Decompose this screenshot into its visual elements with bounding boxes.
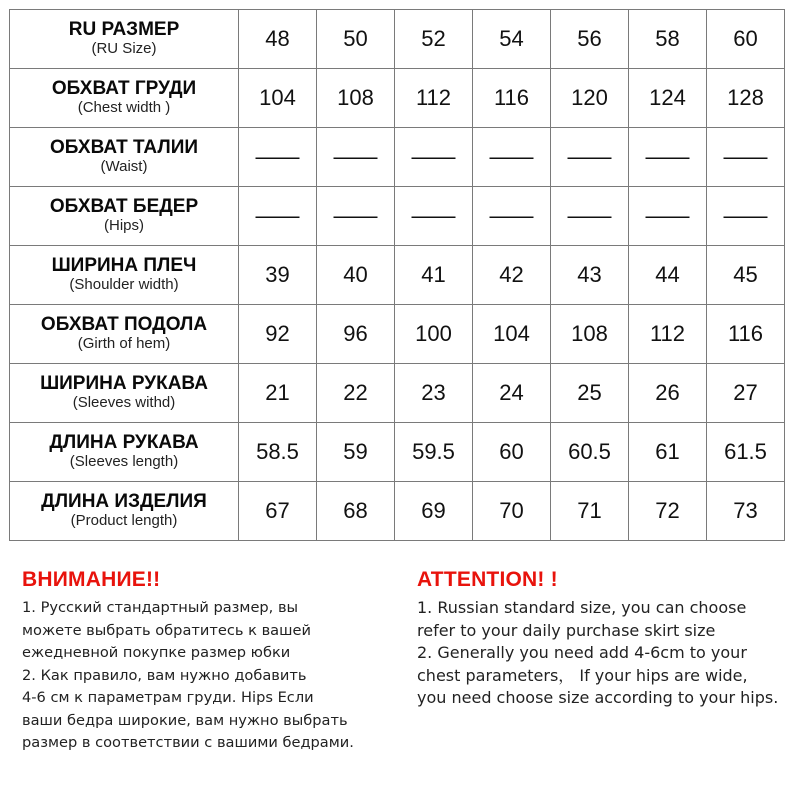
size-value-cell: —— [629,187,707,246]
size-value-cell: 58.5 [239,423,317,482]
size-value-cell: 108 [551,305,629,364]
note-line-en: 1. Russian standard size, you can choose [417,598,747,617]
row-label-cell [10,423,239,482]
size-value-cell: 92 [239,305,317,364]
notes-russian [22,568,412,755]
size-row [10,364,785,423]
size-value-cell: 124 [629,69,707,128]
row-label-en: (Sleeves length) [69,453,179,471]
note-line-en: refer to your daily purchase skirt size [417,620,716,640]
attention-title-ru: ВНИМАНИЕ!! [22,568,161,591]
row-label-ru: ДЛИНА ИЗДЕЛИЯ [41,491,207,513]
size-value-cell: 96 [317,305,395,364]
size-value-cell: 128 [707,69,785,128]
note-line-ru: 2. Как правило, вам нужно добавить [22,666,307,684]
size-value-cell: —— [473,128,551,187]
size-value-cell: 50 [317,10,395,69]
size-value-cell: 60 [473,423,551,482]
size-value-cell: 116 [707,305,785,364]
size-value-cell: 27 [707,364,785,423]
size-value-cell: 40 [317,246,395,305]
row-label-cell [10,187,239,246]
size-value-cell: 69 [395,482,473,541]
size-value-cell: 70 [473,482,551,541]
note-line-ru: 1. Русский стандартный размер, вы [22,599,299,616]
size-value-cell: 59 [317,423,395,482]
note-line-en: 2. Generally you need add 4-6cm to your [417,643,747,662]
size-value-cell: 112 [395,69,473,128]
row-label-ru: RU РАЗМЕР [68,19,180,41]
size-value-cell: —— [317,187,395,246]
size-value-cell: —— [629,128,707,187]
row-label-ru: ОБХВАТ ТАЛИИ [49,137,199,159]
row-label-cell [10,69,239,128]
size-value-cell: 104 [473,305,551,364]
size-value-cell: 52 [395,10,473,69]
size-value-cell: 45 [707,246,785,305]
row-label-en: (Product length) [70,512,178,530]
row-label-cell [10,246,239,305]
row-label-cell [10,10,239,69]
size-row [10,10,785,69]
size-value-cell: 71 [551,482,629,541]
row-label-en: (Shoulder width) [69,276,179,294]
attention-title-en: ATTENTION! ! [417,568,558,591]
size-value-cell: —— [395,128,473,187]
size-value-cell: 56 [551,10,629,69]
size-value-cell: 112 [629,305,707,364]
size-value-cell: —— [239,187,317,246]
size-value-cell: 59.5 [395,423,473,482]
note-line-ru: ежедневной покупке размер юбки [22,644,291,661]
row-label-en: (Girth of hem) [77,335,171,353]
size-value-cell: —— [551,187,629,246]
notes-english [417,568,800,710]
note-line-ru: можете выбрать обратитесь к вашей [22,621,311,639]
size-value-cell: —— [317,128,395,187]
size-row [10,423,785,482]
row-label-cell [10,482,239,541]
row-label-ru: ДЛИНА РУКАВА [49,432,199,454]
size-value-cell: —— [239,128,317,187]
size-value-cell: 25 [551,364,629,423]
size-value-cell: 23 [395,364,473,423]
size-value-cell: —— [707,128,785,187]
size-value-cell: 39 [239,246,317,305]
size-row [10,482,785,541]
size-chart-table [9,9,785,541]
size-row [10,187,785,246]
row-label-en: (RU Size) [91,40,157,58]
row-label-ru: ОБХВАТ БЕДЕР [49,196,199,218]
size-value-cell: 60.5 [551,423,629,482]
size-value-cell: 60 [707,10,785,69]
row-label-cell [10,128,239,187]
row-label-ru: ОБХВАТ ГРУДИ [51,78,197,100]
size-value-cell: 72 [629,482,707,541]
size-value-cell: 116 [473,69,551,128]
size-value-cell: —— [395,187,473,246]
size-value-cell: 22 [317,364,395,423]
size-value-cell: 43 [551,246,629,305]
row-label-en: (Waist) [100,158,148,176]
size-value-cell: 73 [707,482,785,541]
size-value-cell: 48 [239,10,317,69]
size-value-cell: 42 [473,246,551,305]
row-label-en: (Chest width ) [77,99,171,117]
size-value-cell: 54 [473,10,551,69]
size-value-cell: 21 [239,364,317,423]
size-value-cell: —— [551,128,629,187]
size-value-cell: 61 [629,423,707,482]
size-value-cell: 61.5 [707,423,785,482]
size-value-cell: 108 [317,69,395,128]
note-line-ru: ваши бедра широкие, вам нужно выбрать [22,711,348,729]
row-label-ru: ОБХВАТ ПОДОЛА [40,314,208,336]
size-value-cell: 41 [395,246,473,305]
note-line-ru: 4-6 см к параметрам груди. Hips Если [22,689,314,706]
size-value-cell: 67 [239,482,317,541]
note-line-en: you need choose size according to your hips. [417,688,779,707]
size-row [10,305,785,364]
size-value-cell: 68 [317,482,395,541]
notes-section [0,568,800,768]
size-value-cell: —— [473,187,551,246]
size-row [10,128,785,187]
size-value-cell: 58 [629,10,707,69]
size-value-cell: 104 [239,69,317,128]
row-label-en: (Sleeves withd) [72,394,176,412]
size-value-cell: 24 [473,364,551,423]
size-value-cell: —— [707,187,785,246]
row-label-ru: ШИРИНА ПЛЕЧ [51,255,197,277]
size-value-cell: 26 [629,364,707,423]
row-label-en: (Hips) [104,217,144,235]
row-label-cell [10,305,239,364]
note-line-ru: размер в соответствии с вашими бедрами. [22,734,354,751]
row-label-cell [10,364,239,423]
note-line-en: chest parameters， If your hips are wide, [417,665,748,685]
size-row [10,246,785,305]
row-label-ru: ШИРИНА РУКАВА [40,373,208,395]
size-row [10,69,785,128]
size-value-cell: 44 [629,246,707,305]
size-value-cell: 120 [551,69,629,128]
size-value-cell: 100 [395,305,473,364]
